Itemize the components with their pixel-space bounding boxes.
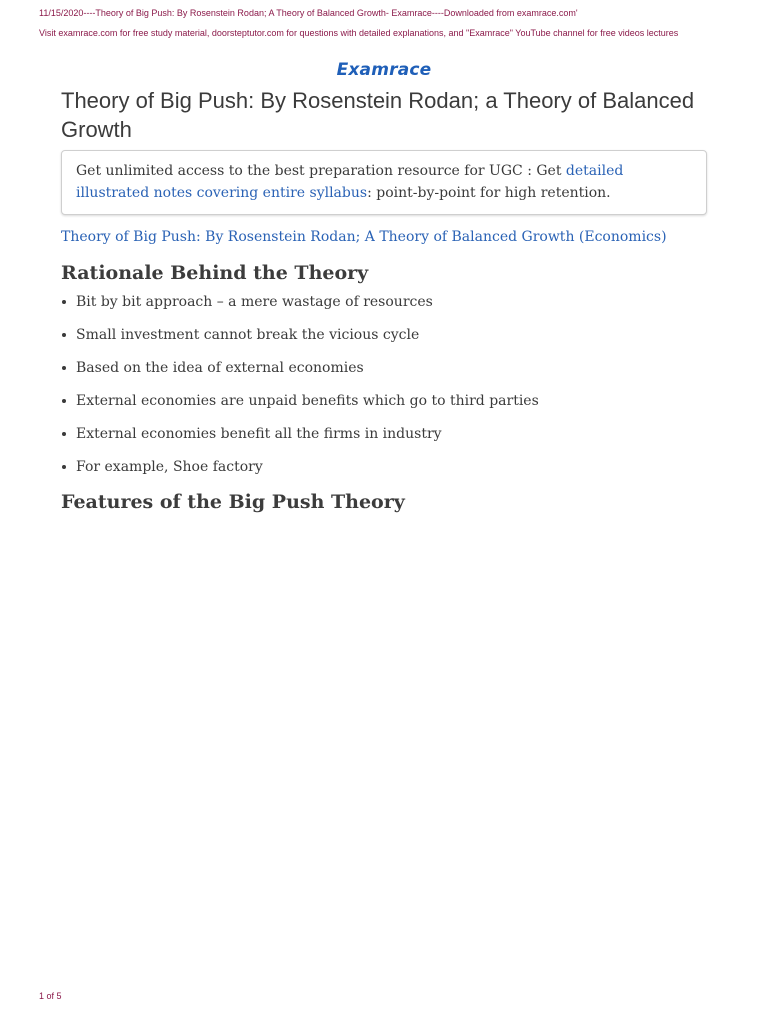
- section-heading-features: Features of the Big Push Theory: [61, 491, 405, 513]
- page-title: Theory of Big Push: By Rosenstein Rodan; a Theory of Balanced Growth: [61, 88, 695, 142]
- list-item: For example, Shoe factory: [61, 456, 721, 489]
- page-count: 1 of 5: [39, 991, 62, 1001]
- study-material-notice: Visit examrace.com for free study material, doorsteptutor.com for questions with detailed explanations, and "Examrace" YouTube channel for free videos lectures: [39, 28, 679, 38]
- brand-logo: Examrace: [336, 60, 432, 80]
- promo-link[interactable]: detailed illustrated notes covering entire syllabus: [76, 163, 624, 201]
- list-item: Bit by bit approach – a mere wastage of resources: [61, 291, 721, 324]
- list-item: Small investment cannot break the vicious cycle: [61, 324, 721, 357]
- section-heading-rationale: Rationale Behind the Theory: [61, 262, 369, 284]
- promo-text-before: Get unlimited access to the best preparation resource for UGC : Get: [76, 163, 566, 179]
- list-item: External economies benefit all the firms in industry: [61, 423, 721, 456]
- topic-link[interactable]: Theory of Big Push: By Rosenstein Rodan; A Theory of Balanced Growth (Economics): [61, 229, 667, 245]
- promo-text-after: : point-by-point for high retention.: [367, 185, 611, 201]
- rationale-bullet-list: [61, 291, 721, 489]
- list-item: External economies are unpaid benefits which go to third parties: [61, 390, 721, 423]
- promo-box: [61, 150, 707, 215]
- download-source-line: 11/15/2020----Theory of Big Push: By Rosenstein Rodan; A Theory of Balanced Growth- Examrace----Downloaded from examrace.com': [39, 8, 578, 18]
- list-item: Based on the idea of external economies: [61, 357, 721, 390]
